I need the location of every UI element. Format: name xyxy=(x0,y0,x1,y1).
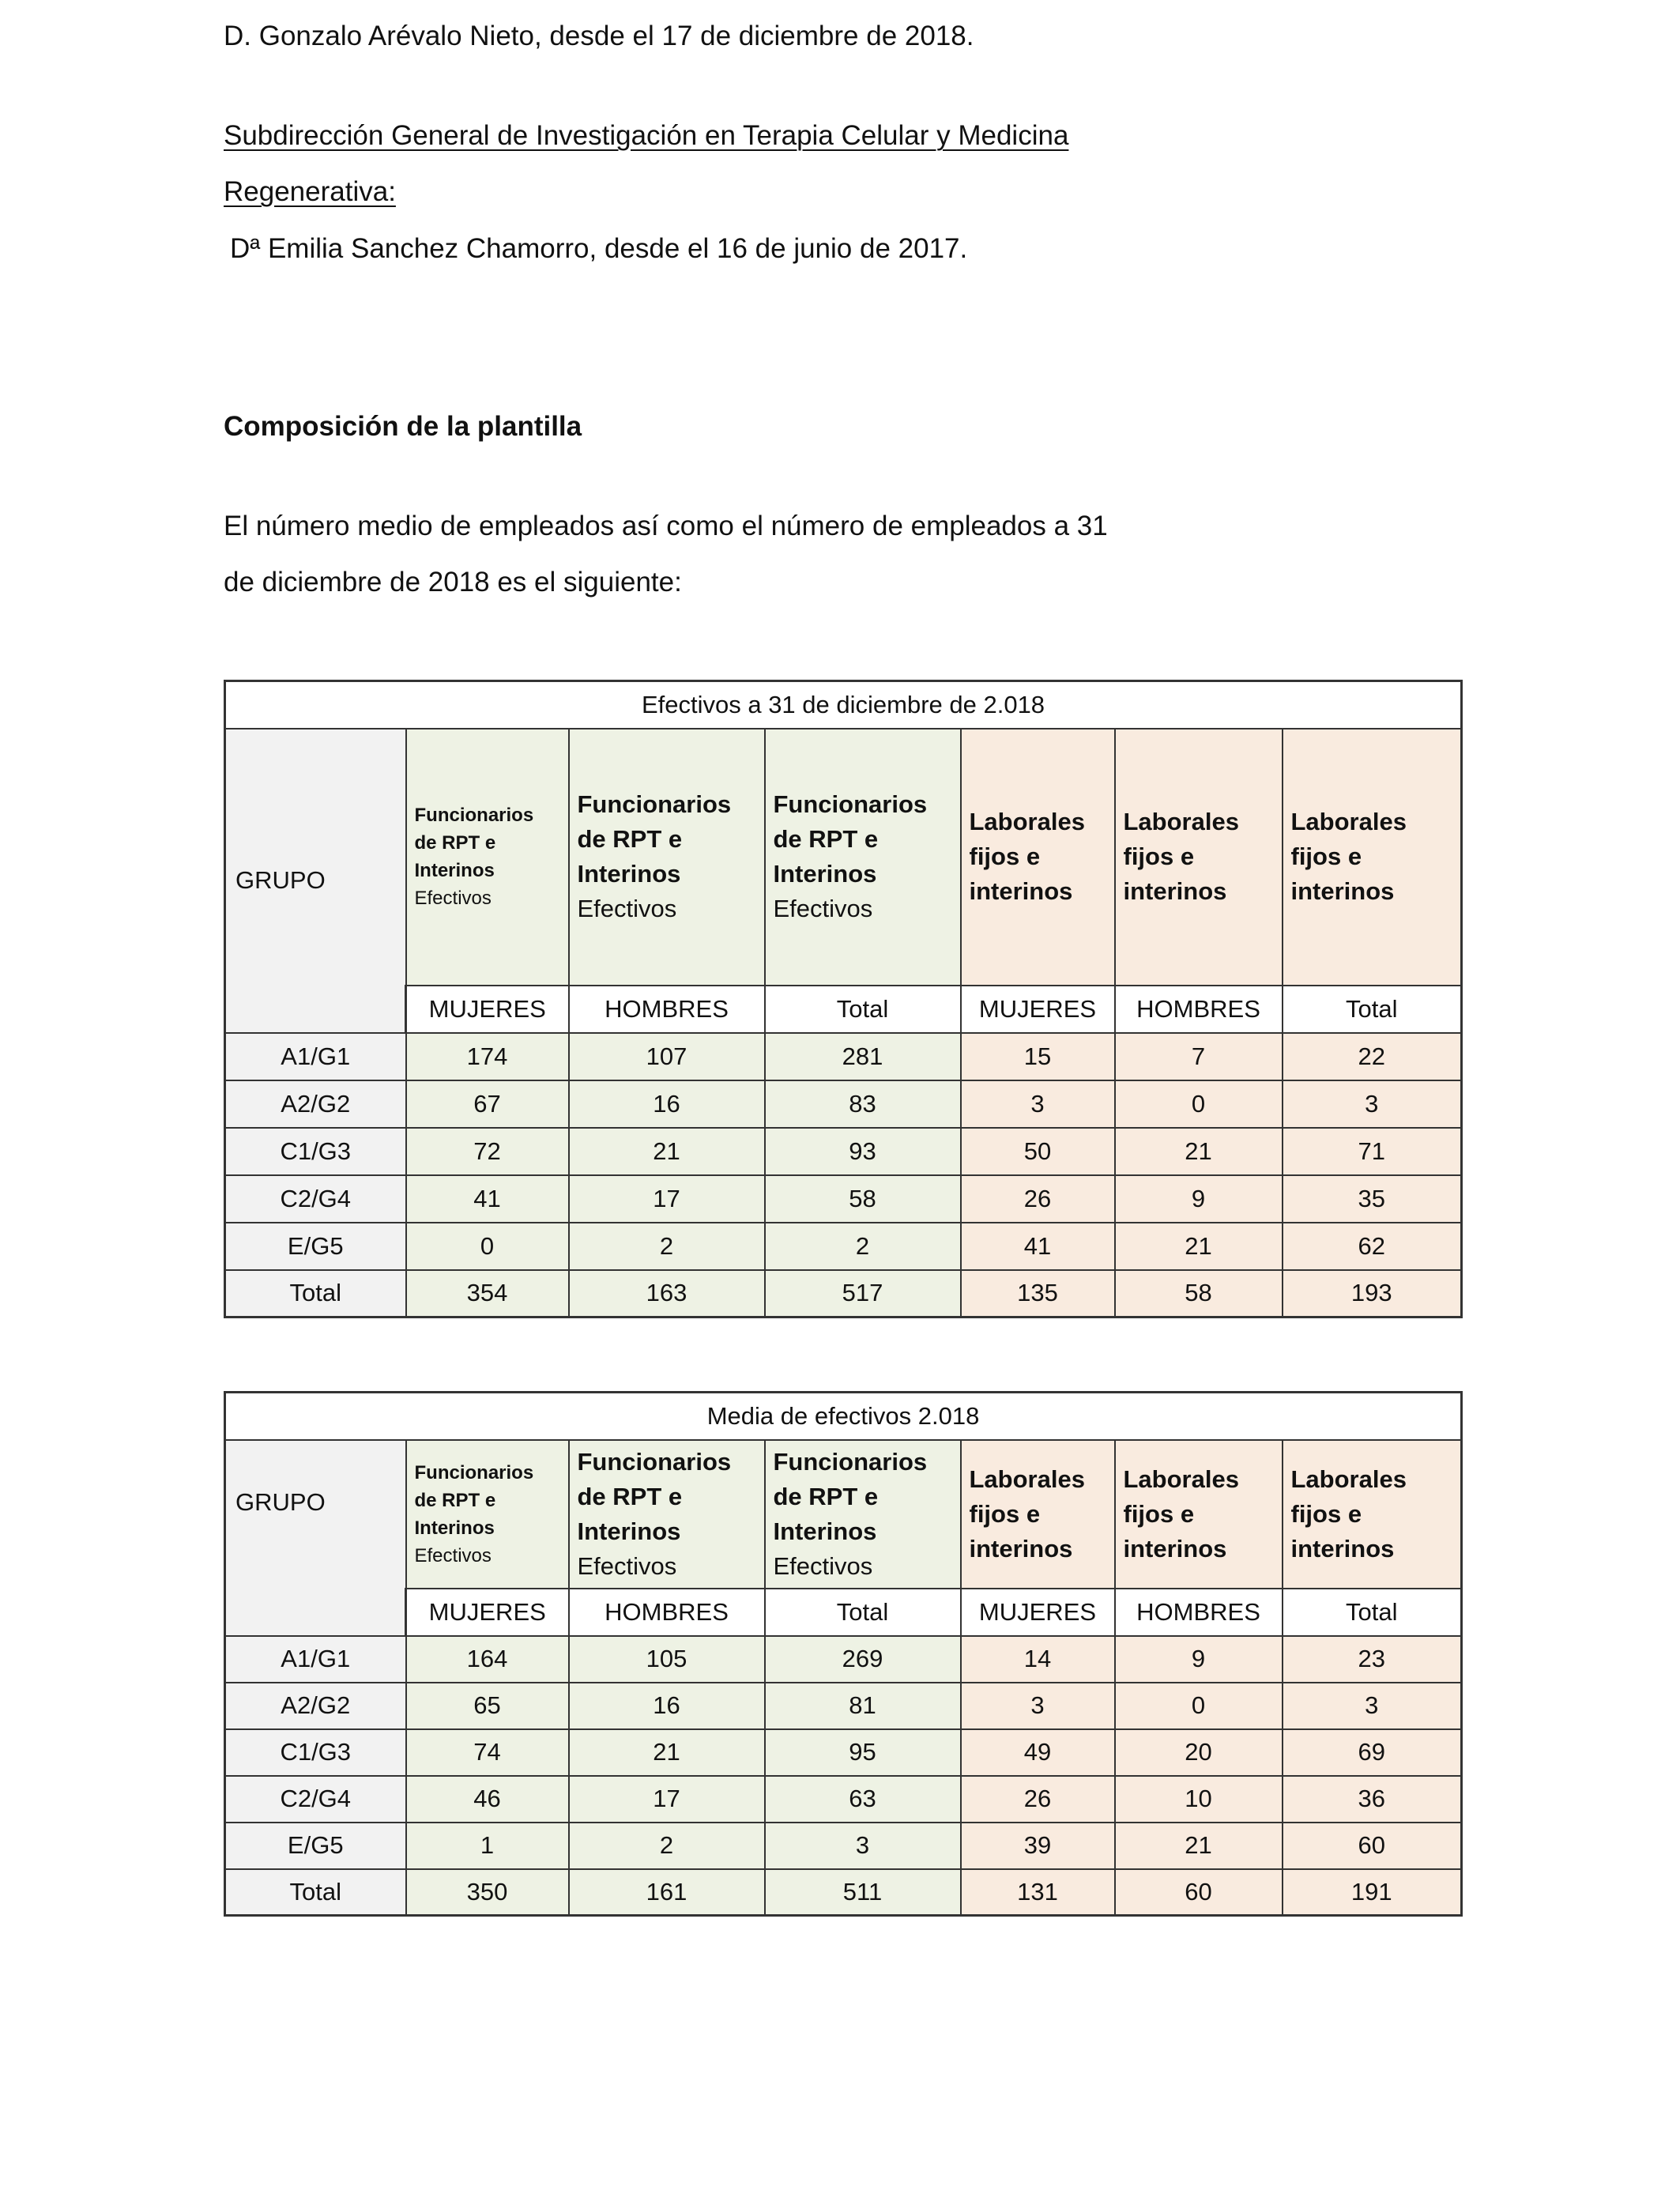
cell: 3 xyxy=(961,1683,1115,1729)
column-header: Laborales fijos e interinos xyxy=(961,729,1115,986)
row-label: A2/G2 xyxy=(225,1683,406,1729)
cell: 2 xyxy=(569,1223,765,1270)
grupo-header: GRUPO xyxy=(225,729,406,1033)
cell: 16 xyxy=(569,1683,765,1729)
cell: 21 xyxy=(1115,1128,1283,1175)
cell: 81 xyxy=(765,1683,961,1729)
cell: 71 xyxy=(1283,1128,1462,1175)
cell: 26 xyxy=(961,1776,1115,1823)
table-row xyxy=(225,1128,1462,1175)
column-header: Funcionarios de RPT e Interinos Efectivos xyxy=(765,729,961,986)
subheader-cell: MUJERES xyxy=(961,1589,1115,1636)
cell: 161 xyxy=(569,1869,765,1916)
row-label: C2/G4 xyxy=(225,1175,406,1223)
section-heading: Composición de la plantilla xyxy=(224,411,582,442)
cell: 281 xyxy=(765,1033,961,1080)
row-label: C2/G4 xyxy=(225,1776,406,1823)
cell: 50 xyxy=(961,1128,1115,1175)
table-row xyxy=(225,1033,1462,1080)
cell: 67 xyxy=(406,1080,569,1128)
row-label: C1/G3 xyxy=(225,1729,406,1776)
column-header: Funcionarios de RPT e Interinos Efectivos xyxy=(569,729,765,986)
cell: 83 xyxy=(765,1080,961,1128)
subheader-cell: MUJERES xyxy=(406,1589,569,1636)
cell: 20 xyxy=(1115,1729,1283,1776)
subdirection-title-line1: Subdirección General de Investigación en Terapia Celular y Medicina xyxy=(224,120,1069,151)
table-row-total xyxy=(225,1270,1462,1318)
cell: 3 xyxy=(961,1080,1115,1128)
column-header: Funcionarios de RPT e Interinos Efectivos xyxy=(765,1440,961,1589)
cell: 2 xyxy=(569,1823,765,1869)
cell: 60 xyxy=(1283,1823,1462,1869)
cell: 21 xyxy=(569,1729,765,1776)
cell: 7 xyxy=(1115,1033,1283,1080)
cell: 354 xyxy=(406,1270,569,1318)
cell: 41 xyxy=(961,1223,1115,1270)
subheader-cell: Total xyxy=(1283,1589,1462,1636)
paragraph-subdirector: Dª Emilia Sanchez Chamorro, desde el 16 de junio de 2017. xyxy=(230,233,968,264)
cell: 60 xyxy=(1115,1869,1283,1916)
cell: 17 xyxy=(569,1175,765,1223)
cell: 9 xyxy=(1115,1175,1283,1223)
cell: 2 xyxy=(765,1223,961,1270)
subheader-cell: MUJERES xyxy=(961,986,1115,1033)
subheader-cell: HOMBRES xyxy=(569,1589,765,1636)
table-caption: Media de efectivos 2.018 xyxy=(225,1393,1462,1440)
cell: 21 xyxy=(1115,1223,1283,1270)
cell: 3 xyxy=(1283,1683,1462,1729)
table-row xyxy=(225,1729,1462,1776)
column-header: Laborales fijos e interinos xyxy=(1283,1440,1462,1589)
table-row xyxy=(225,1823,1462,1869)
subheader-cell: HOMBRES xyxy=(569,986,765,1033)
cell: 58 xyxy=(1115,1270,1283,1318)
row-label: A1/G1 xyxy=(225,1636,406,1683)
cell: 10 xyxy=(1115,1776,1283,1823)
row-label: E/G5 xyxy=(225,1823,406,1869)
cell: 23 xyxy=(1283,1636,1462,1683)
table-row xyxy=(225,1175,1462,1223)
column-header: Laborales fijos e interinos xyxy=(961,1440,1115,1589)
subdirection-title-line2: Regenerativa: xyxy=(224,176,396,207)
cell: 105 xyxy=(569,1636,765,1683)
cell: 14 xyxy=(961,1636,1115,1683)
cell: 65 xyxy=(406,1683,569,1729)
cell: 16 xyxy=(569,1080,765,1128)
table-row xyxy=(225,1683,1462,1729)
cell: 36 xyxy=(1283,1776,1462,1823)
column-header: Laborales fijos e interinos xyxy=(1115,1440,1283,1589)
table-row xyxy=(225,1223,1462,1270)
cell: 3 xyxy=(1283,1080,1462,1128)
subheader-cell: Total xyxy=(765,1589,961,1636)
cell: 21 xyxy=(569,1128,765,1175)
cell: 0 xyxy=(1115,1080,1283,1128)
subheader-cell: Total xyxy=(765,986,961,1033)
cell: 163 xyxy=(569,1270,765,1318)
row-label: A2/G2 xyxy=(225,1080,406,1128)
column-header: Funcionarios de RPT e Interinos Efectivos xyxy=(569,1440,765,1589)
cell: 15 xyxy=(961,1033,1115,1080)
row-label: C1/G3 xyxy=(225,1128,406,1175)
cell: 9 xyxy=(1115,1636,1283,1683)
table-row xyxy=(225,1636,1462,1683)
cell: 269 xyxy=(765,1636,961,1683)
subheader-cell: MUJERES xyxy=(406,986,569,1033)
subheader-cell: Total xyxy=(1283,986,1462,1033)
row-label: Total xyxy=(225,1270,406,1318)
cell: 3 xyxy=(765,1823,961,1869)
cell: 0 xyxy=(406,1223,569,1270)
cell: 58 xyxy=(765,1175,961,1223)
cell: 193 xyxy=(1283,1270,1462,1318)
cell: 0 xyxy=(1115,1683,1283,1729)
column-header: Laborales fijos e interinos xyxy=(1283,729,1462,986)
cell: 350 xyxy=(406,1869,569,1916)
cell: 74 xyxy=(406,1729,569,1776)
cell: 26 xyxy=(961,1175,1115,1223)
cell: 63 xyxy=(765,1776,961,1823)
cell: 35 xyxy=(1283,1175,1462,1223)
cell: 39 xyxy=(961,1823,1115,1869)
table-caption: Efectivos a 31 de diciembre de 2.018 xyxy=(225,681,1462,729)
row-label: A1/G1 xyxy=(225,1033,406,1080)
cell: 21 xyxy=(1115,1823,1283,1869)
cell: 174 xyxy=(406,1033,569,1080)
cell: 135 xyxy=(961,1270,1115,1318)
cell: 22 xyxy=(1283,1033,1462,1080)
row-label: E/G5 xyxy=(225,1223,406,1270)
cell: 95 xyxy=(765,1729,961,1776)
cell: 164 xyxy=(406,1636,569,1683)
staff-table-year-end xyxy=(224,680,1463,1318)
subheader-cell: HOMBRES xyxy=(1115,986,1283,1033)
cell: 46 xyxy=(406,1776,569,1823)
table-row xyxy=(225,1776,1462,1823)
paragraph-intro-line1: El número medio de empleados así como el número de empleados a 31 xyxy=(224,511,1108,541)
staff-table-average xyxy=(224,1391,1463,1917)
cell: 191 xyxy=(1283,1869,1462,1916)
column-header: Laborales fijos e interinos xyxy=(1115,729,1283,986)
cell: 93 xyxy=(765,1128,961,1175)
subheader-cell: HOMBRES xyxy=(1115,1589,1283,1636)
cell: 41 xyxy=(406,1175,569,1223)
row-label: Total xyxy=(225,1869,406,1916)
table-row-total xyxy=(225,1869,1462,1916)
cell: 69 xyxy=(1283,1729,1462,1776)
column-header: Funcionarios de RPT e Interinos Efectivos xyxy=(406,729,569,986)
paragraph-director: D. Gonzalo Arévalo Nieto, desde el 17 de diciembre de 2018. xyxy=(224,21,974,51)
grupo-header: GRUPO xyxy=(225,1440,406,1636)
cell: 72 xyxy=(406,1128,569,1175)
cell: 131 xyxy=(961,1869,1115,1916)
table-row xyxy=(225,1080,1462,1128)
cell: 17 xyxy=(569,1776,765,1823)
cell: 62 xyxy=(1283,1223,1462,1270)
cell: 511 xyxy=(765,1869,961,1916)
cell: 517 xyxy=(765,1270,961,1318)
paragraph-intro-line2: de diciembre de 2018 es el siguiente: xyxy=(224,567,682,598)
cell: 107 xyxy=(569,1033,765,1080)
cell: 1 xyxy=(406,1823,569,1869)
cell: 49 xyxy=(961,1729,1115,1776)
column-header: Funcionarios de RPT e Interinos Efectivos xyxy=(406,1440,569,1589)
